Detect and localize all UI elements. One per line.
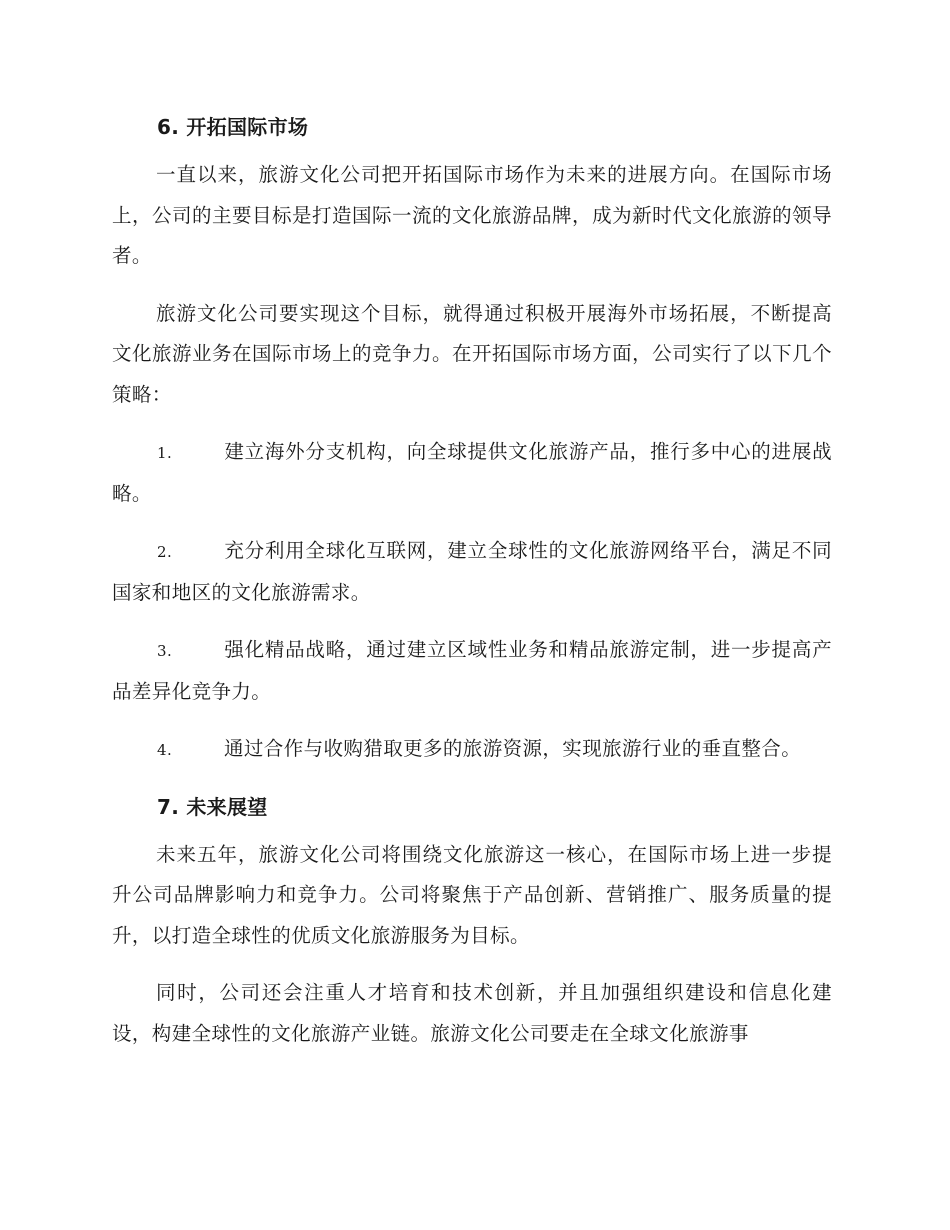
strategy-text: 通过合作与收购猎取更多的旅游资源，实现旅游行业的垂直整合。 bbox=[224, 737, 802, 760]
strategy-text: 建立海外分支机构，向全球提供文化旅游产品，推行多中心的进展战略。 bbox=[112, 440, 832, 505]
document-body bbox=[112, 108, 832, 1071]
section-7-paragraph-2: 同时，公司还会注重人才培育和技术创新，并且加强组织建设和信息化建设，构建全球性的文化旅游产业链。旅游文化公司要走在全球文化旅游事 bbox=[112, 981, 832, 1045]
strategy-item-4 bbox=[112, 729, 832, 771]
strategy-number: 1. bbox=[157, 444, 173, 462]
section-6-heading: 6. 开拓国际市场 bbox=[157, 115, 309, 139]
strategy-number: 4. bbox=[157, 741, 173, 759]
strategy-item-2 bbox=[112, 531, 832, 613]
strategy-text: 强化精品战略，通过建立区域性业务和精品旅游定制，进一步提高产品差异化竞争力。 bbox=[112, 638, 832, 703]
section-7-heading: 7. 未来展望 bbox=[157, 794, 268, 819]
strategy-item-3 bbox=[112, 630, 832, 712]
strategy-number: 2. bbox=[157, 543, 173, 561]
section-6-paragraph-2: 旅游文化公司要实现这个目标，就得通过积极开展海外市场拓展，不断提高文化旅游业务在国际市场上的竞争力。在开拓国际市场方面，公司实行了以下几个策略： bbox=[112, 301, 832, 406]
section-7-paragraph-1: 未来五年，旅游文化公司将围绕文化旅游这一核心，在国际市场上进一步提升公司品牌影响力和竞争力。公司将聚焦于产品创新、营销推广、服务质量的提升，以打造全球性的优质文化旅游服务为目标。 bbox=[112, 842, 832, 947]
strategy-number: 3. bbox=[157, 642, 173, 660]
section-6-paragraph-1: 一直以来，旅游文化公司把开拓国际市场作为未来的进展方向。在国际市场上，公司的主要目标是打造国际一流的文化旅游品牌，成为新时代文化旅游的领导者。 bbox=[112, 163, 832, 267]
strategy-text: 充分利用全球化互联网，建立全球性的文化旅游网络平台，满足不同国家和地区的文化旅游需求。 bbox=[112, 539, 832, 604]
strategy-item-1 bbox=[112, 432, 832, 514]
